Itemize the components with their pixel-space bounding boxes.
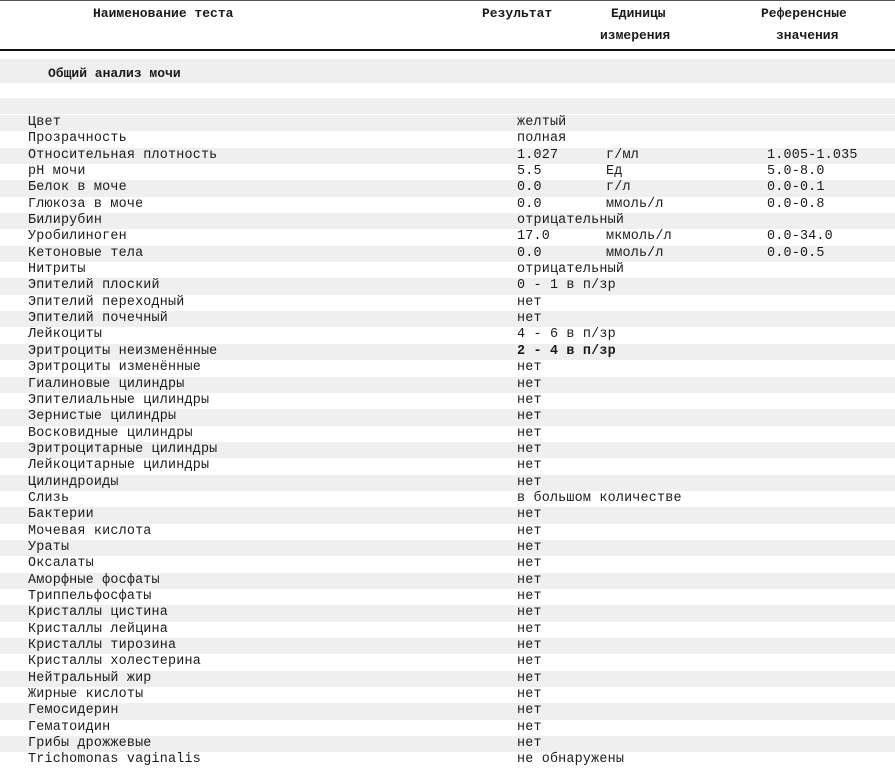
test-name-cell: Кристаллы лейцина <box>28 621 169 637</box>
test-name-cell: Глюкоза в моче <box>28 196 144 212</box>
result-value-cell: нет <box>517 621 542 637</box>
table-row <box>0 671 895 687</box>
test-name-cell: Грибы дрожжевые <box>28 736 152 752</box>
reference-cell: 0.0-34.0 <box>767 229 833 245</box>
result-value-cell: 5.5 <box>517 164 542 180</box>
test-name-cell: Цвет <box>28 115 61 130</box>
result-value-cell: нет <box>517 458 542 474</box>
table-row <box>0 458 895 474</box>
test-name-cell: Кристаллы холестерина <box>28 654 201 670</box>
table-row <box>0 605 895 621</box>
table-row <box>0 752 895 768</box>
test-name-cell: pH мочи <box>28 164 86 180</box>
table-row <box>0 638 895 654</box>
result-value-cell: нет <box>517 605 542 621</box>
result-value-cell: нет <box>517 588 542 604</box>
test-name-cell: Ураты <box>28 539 70 555</box>
header-result: Результат <box>482 6 553 21</box>
table-row <box>0 426 895 442</box>
result-value-cell: нет <box>517 719 542 735</box>
header-rule <box>0 49 895 51</box>
test-name-cell: Кристаллы цистина <box>28 605 169 621</box>
result-value-cell: 0 - 1 в п/зр <box>517 278 616 294</box>
table-row <box>0 540 895 556</box>
test-name-cell: Лейкоцитарные цилиндры <box>28 458 210 474</box>
table-row <box>0 573 895 589</box>
table-row <box>0 295 895 311</box>
result-value-cell: нет <box>517 392 542 408</box>
test-name-cell: Гиалиновые цилиндры <box>28 376 185 392</box>
result-value-cell: нет <box>517 409 542 425</box>
table-row <box>0 311 895 327</box>
table-row <box>0 197 895 213</box>
test-name-cell: Кетоновые тела <box>28 245 144 261</box>
test-name-cell: Эритроциты неизменённые <box>28 343 218 359</box>
test-name-cell: Белок в моче <box>28 180 127 196</box>
table-row <box>0 507 895 523</box>
table-row <box>0 442 895 458</box>
unit-cell: г/л <box>606 180 631 196</box>
test-name-cell: Слизь <box>28 490 70 506</box>
result-value-cell: 0.0 <box>517 180 542 196</box>
unit-cell: Ед <box>606 164 623 180</box>
unit-cell: ммоль/л <box>606 245 664 261</box>
table-row <box>0 393 895 409</box>
result-value-cell: нет <box>517 311 542 327</box>
table-row <box>0 556 895 572</box>
table-row <box>0 524 895 540</box>
result-value-cell: отрицательный <box>517 213 625 229</box>
table-row <box>0 377 895 393</box>
header-test-name: Наименование теста <box>93 6 234 21</box>
table-row <box>0 229 895 245</box>
test-name-cell: Эпителиальные цилиндры <box>28 392 210 408</box>
table-row <box>0 491 895 507</box>
result-value-cell: 0.0 <box>517 245 542 261</box>
unit-cell: мкмоль/л <box>606 229 672 245</box>
result-value-cell: 1.027 <box>517 147 559 163</box>
results-table <box>0 115 895 769</box>
test-name-cell: Нейтральный жир <box>28 670 152 686</box>
spacer-band-2 <box>0 98 895 114</box>
test-name-cell: Оксалаты <box>28 556 94 572</box>
table-row <box>0 589 895 605</box>
result-value-cell: желтый <box>517 115 567 130</box>
result-value-cell: нет <box>517 507 542 523</box>
result-value-cell: нет <box>517 523 542 539</box>
table-row <box>0 246 895 262</box>
table-row <box>0 278 895 294</box>
test-name-cell: Бактерии <box>28 507 94 523</box>
test-name-cell: Нитриты <box>28 262 86 278</box>
result-value-cell: в большом количестве <box>517 490 682 506</box>
result-value-cell: нет <box>517 539 542 555</box>
test-name-cell: Эпителий переходный <box>28 294 185 310</box>
test-name-cell: Восковидные цилиндры <box>28 425 193 441</box>
result-value-cell: нет <box>517 556 542 572</box>
result-value-cell: нет <box>517 670 542 686</box>
test-name-cell: Цилиндроиды <box>28 474 119 490</box>
result-value-cell: нет <box>517 376 542 392</box>
result-value-cell: нет <box>517 360 542 376</box>
table-row <box>0 622 895 638</box>
result-value-cell: нет <box>517 736 542 752</box>
spacer-band <box>0 59 895 66</box>
test-name-cell: Жирные кислоты <box>28 687 144 703</box>
result-value-cell: нет <box>517 425 542 441</box>
result-value-cell: нет <box>517 474 542 490</box>
header-units-line1: Единицы <box>611 6 666 21</box>
result-value-cell: нет <box>517 703 542 719</box>
result-value-cell: 0.0 <box>517 196 542 212</box>
header-units-line2: измерения <box>600 28 671 43</box>
table-row <box>0 344 895 360</box>
test-name-cell: Эпителий почечный <box>28 311 169 327</box>
test-name-cell: Гематоидин <box>28 719 111 735</box>
header-ref-line2: значения <box>776 28 839 43</box>
table-row <box>0 409 895 425</box>
result-value-cell: нет <box>517 294 542 310</box>
unit-cell: г/мл <box>606 147 639 163</box>
test-name-cell: Зернистые цилиндры <box>28 409 177 425</box>
reference-cell: 0.0-0.5 <box>767 245 825 261</box>
result-value-cell: полная <box>517 131 567 147</box>
table-row <box>0 148 895 164</box>
unit-cell: ммоль/л <box>606 196 664 212</box>
table-row <box>0 164 895 180</box>
table-header <box>0 1 895 49</box>
test-name-cell: Прозрачность <box>28 131 127 147</box>
result-value-cell: нет <box>517 441 542 457</box>
reference-cell: 1.005-1.035 <box>767 147 858 163</box>
result-value-cell: 17.0 <box>517 229 550 245</box>
result-value-cell: отрицательный <box>517 262 625 278</box>
result-value-cell: нет <box>517 638 542 653</box>
reference-cell: 0.0-0.1 <box>767 180 825 196</box>
table-row <box>0 213 895 229</box>
test-name-cell: Относительная плотность <box>28 147 218 163</box>
test-name-cell: Билирубин <box>28 213 103 229</box>
table-row <box>0 115 895 131</box>
table-row <box>0 475 895 491</box>
table-row <box>0 360 895 376</box>
reference-cell: 0.0-0.8 <box>767 196 825 212</box>
test-name-cell: Trichomonas vaginalis <box>28 752 201 768</box>
table-row <box>0 180 895 196</box>
reference-cell: 5.0-8.0 <box>767 164 825 180</box>
table-row <box>0 262 895 278</box>
table-row <box>0 736 895 752</box>
test-name-cell: Эритроциты изменённые <box>28 360 201 376</box>
result-value-cell: не обнаружены <box>517 752 625 768</box>
table-row <box>0 703 895 719</box>
test-name-cell: Эритроцитарные цилиндры <box>28 441 218 457</box>
table-row <box>0 720 895 736</box>
header-ref-line1: Референсные <box>761 6 847 21</box>
result-value-cell: 4 - 6 в п/зр <box>517 327 616 343</box>
test-name-cell: Лейкоциты <box>28 327 103 343</box>
test-name-cell: Аморфные фосфаты <box>28 572 160 588</box>
test-name-cell: Мочевая кислота <box>28 523 152 539</box>
test-name-cell: Уробилиноген <box>28 229 127 245</box>
table-row <box>0 131 895 147</box>
result-value-cell: 2 - 4 в п/зр <box>517 343 616 359</box>
test-name-cell: Гемосидерин <box>28 703 119 719</box>
table-row <box>0 654 895 670</box>
result-value-cell: нет <box>517 572 542 588</box>
test-name-cell: Кристаллы тирозина <box>28 638 177 653</box>
section-title: Общий анализ мочи <box>48 66 181 81</box>
table-row <box>0 687 895 703</box>
test-name-cell: Эпителий плоский <box>28 278 160 294</box>
result-value-cell: нет <box>517 687 542 703</box>
result-value-cell: нет <box>517 654 542 670</box>
test-name-cell: Триппельфосфаты <box>28 588 152 604</box>
table-row <box>0 327 895 343</box>
